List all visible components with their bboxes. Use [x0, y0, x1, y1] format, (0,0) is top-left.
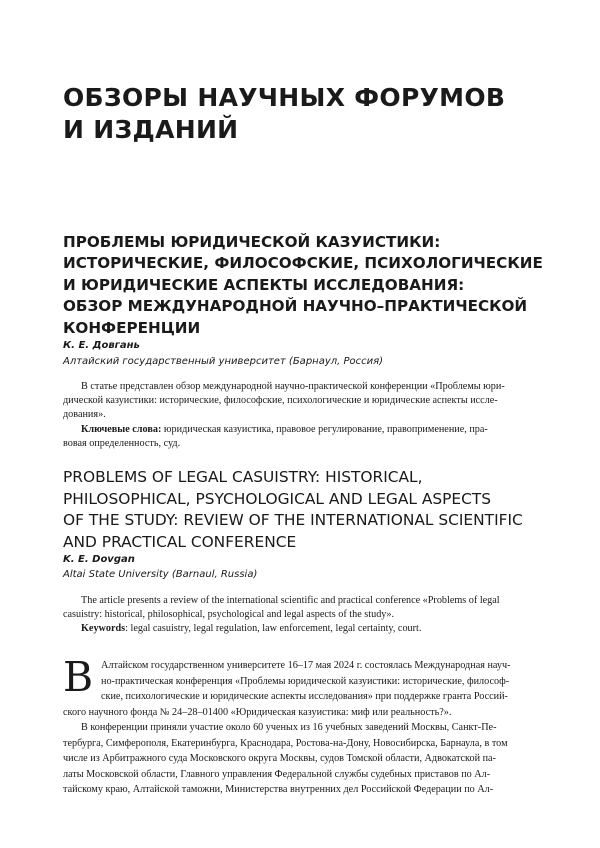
section-title-line: ОБЗОРЫ НАУЧНЫХ ФОРУМОВ [63, 82, 543, 114]
ru-abstract-line: дической казуистики: исторические, философские, психологические и юридические аспекты иссле- [63, 394, 543, 408]
en-abstract-line: The article presents a review of the international scientific and practical conference «Problems of legal [63, 594, 543, 608]
body-line: Алтайском государственном университете 16–17 мая 2024 г. состоялась Международная науч- [63, 658, 543, 674]
ru-title-line: КОНФЕРЕНЦИИ [63, 318, 553, 339]
ru-affiliation: Алтайский государственный университет (Барнаул, Россия) [63, 355, 383, 369]
en-title-line: PROBLEMS OF LEGAL CASUISTRY: HISTORICAL, [63, 467, 553, 489]
en-affiliation: Altai State University (Barnaul, Russia) [63, 568, 257, 582]
en-keywords-text: : legal casuistry, legal regulation, law enforcement, legal certainty, court. [125, 623, 421, 634]
en-title-line: AND PRACTICAL CONFERENCE [63, 532, 553, 554]
body-line: но-практическая конференция «Проблемы юридической казуистики: исторические, философ- [63, 674, 543, 690]
body-line: тайскому краю, Алтайской таможни, Министерства внутренних дел Российской Федерации по Ал- [63, 782, 543, 798]
en-title-line: OF THE STUDY: REVIEW OF THE INTERNATIONAL SCIENTIFIC [63, 510, 553, 532]
body-line: числе из Арбитражного суда Московского округа Москвы, судов Томской области, Адвокатской па- [63, 751, 543, 767]
en-keywords-label: Keywords [81, 623, 125, 634]
body-line: В конференции приняли участие около 60 ученых из 16 учебных заведений Москвы, Санкт-Пе- [63, 720, 543, 736]
ru-title-line: ПРОБЛЕМЫ ЮРИДИЧЕСКОЙ КАЗУИСТИКИ: [63, 232, 553, 253]
ru-title-line: ОБЗОР МЕЖДУНАРОДНОЙ НАУЧНО–ПРАКТИЧЕСКОЙ [63, 296, 553, 317]
ru-article-title [63, 232, 553, 339]
ru-title-line: ИСТОРИЧЕСКИЕ, ФИЛОСОФСКИЕ, ПСИХОЛОГИЧЕСКИЕ [63, 253, 553, 274]
body-text [63, 658, 543, 798]
body-line: латы Московской области, Главного управления Федеральной службы судебных приставов по Ал- [63, 767, 543, 783]
ru-keywords-label: Ключевые слова: [81, 424, 161, 435]
body-line: ского научного фонда № 24–28–01400 «Юридическая казуистика: миф или реальность?». [63, 705, 543, 721]
body-line: тербурга, Симферополя, Екатеринбурга, Краснодара, Ростова-на-Дону, Новосибирска, Барнаула, в том [63, 736, 543, 752]
ru-abstract-line: дования». [63, 408, 543, 422]
ru-abstract-line: В статье представлен обзор международной научно-практической конференции «Проблемы юри- [63, 380, 543, 394]
en-title-line: PHILOSOPHICAL, PSYCHOLOGICAL AND LEGAL ASPECTS [63, 489, 553, 511]
en-abstract-line: casuistry: historical, philosophical, psychological and legal aspects of the study». [63, 608, 543, 622]
body-line: ские, психологические и юридические аспекты исследования» при поддержке гранта Россий- [63, 689, 543, 705]
en-keywords [63, 622, 543, 636]
drop-cap: В [63, 657, 93, 697]
ru-author: К. Е. Довгань [63, 339, 140, 353]
section-title-line: И ИЗДАНИЙ [63, 114, 543, 146]
ru-abstract [63, 380, 543, 451]
ru-title-line: И ЮРИДИЧЕСКИЕ АСПЕКТЫ ИССЛЕДОВАНИЯ: [63, 275, 553, 296]
ru-keywords-text: юридическая казуистика, правовое регулирование, правоприменение, пра- [164, 424, 488, 435]
ru-keywords [63, 423, 543, 437]
en-article-title [63, 467, 553, 553]
journal-page [0, 0, 600, 848]
en-abstract [63, 594, 543, 637]
ru-keywords-line: вовая определенность, суд. [63, 437, 543, 451]
en-author: K. E. Dovgan [63, 553, 135, 567]
section-title [63, 82, 543, 146]
